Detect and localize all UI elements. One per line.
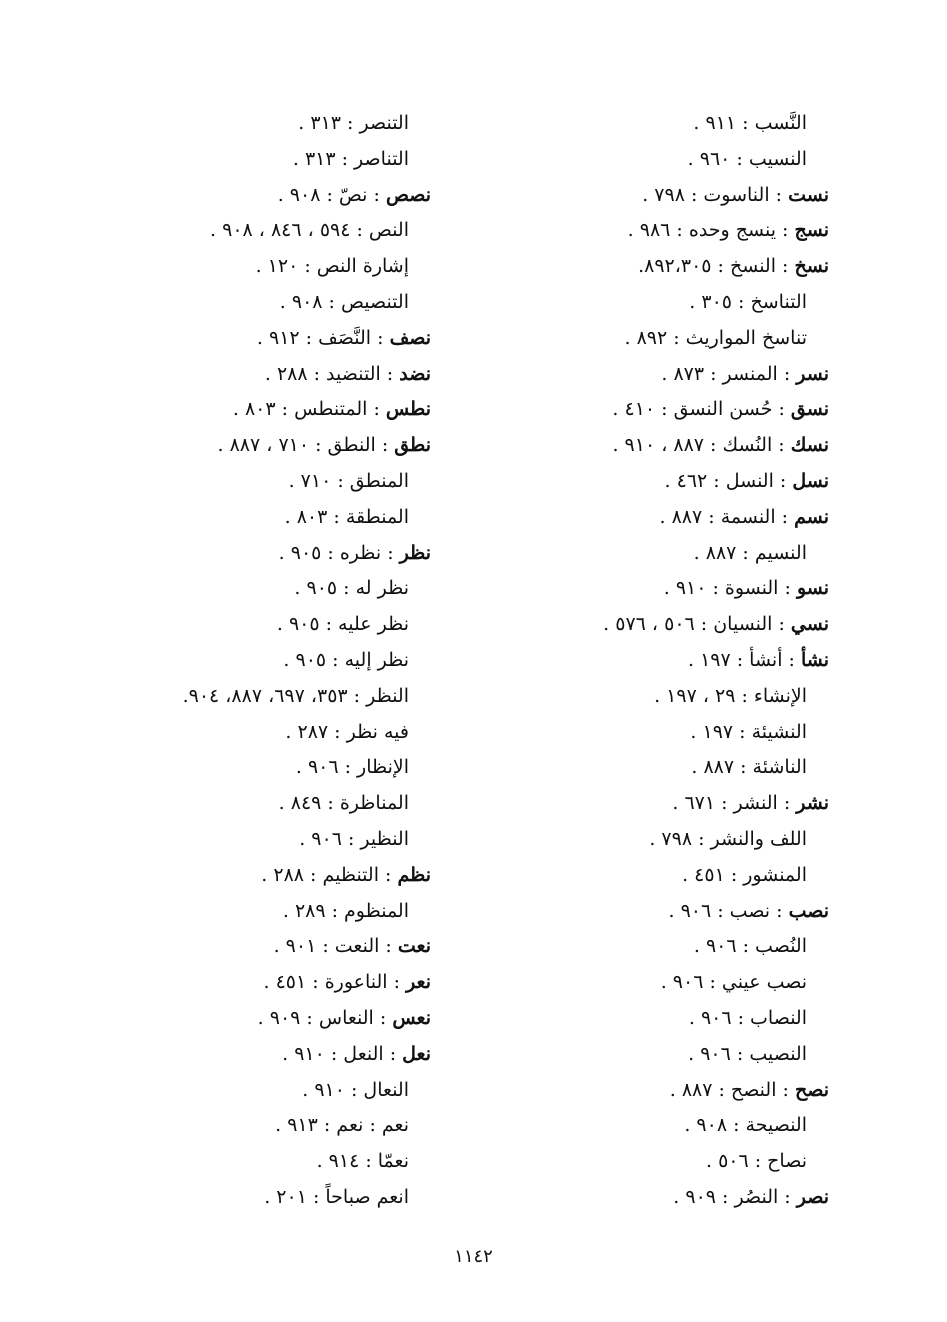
index-entry [31,929,431,965]
index-column-left [31,106,431,1216]
entry-text: : المنسر : ٨٧٣ . [661,362,797,385]
index-entry [469,321,829,357]
index-entry [469,715,829,751]
entry-root: نعس [392,1006,431,1029]
entry-text: النظر : ٣٥٣، ٦٩٧، ٨٨٧، ٩٠٤. [182,684,409,707]
index-entry [469,1108,829,1144]
index-entry [469,965,829,1001]
index-entry [469,1001,829,1037]
index-entry [469,858,829,894]
entry-text: : التنضيد : ٢٨٨ . [264,362,400,385]
entry-text: : النسل : ٤٦٢ . [664,469,793,492]
index-entry [469,142,829,178]
index-entry [469,178,829,214]
entry-text: المنظوم : ٢٨٩ . [282,899,409,922]
entry-root: نسخ [794,255,829,278]
entry-root: نضد [399,362,431,385]
entry-text: إشارة النص : ١٢٠ . [255,255,409,278]
index-entry [31,392,431,428]
entry-text: النص : ٥٩٤ ، ٨٤٦ ، ٩٠٨ . [210,219,409,242]
index-entry [31,715,431,751]
entry-text: نظر عليه : ٩٠٥ . [276,613,409,636]
entry-text: الناشئة : ٨٨٧ . [691,756,807,779]
page-number: ١١٤٢ [454,1246,493,1267]
entry-root: نظم [397,863,431,886]
entry-root: نشأ [800,648,829,671]
entry-text: الإنشاء : ٢٩ ، ١٩٧ . [654,684,807,707]
index-entry [31,428,431,464]
entry-root: نصص [385,183,431,206]
entry-text: النصاب : ٩٠٦ . [688,1006,807,1029]
entry-text: تناسخ المواريث : ٨٩٢ . [624,326,807,349]
index-entry [31,965,431,1001]
entry-text: : النصح : ٨٨٧ . [669,1078,795,1101]
entry-root: نظر [399,541,431,564]
entry-text: النشيئة : ١٩٧ . [690,720,807,743]
index-entry [31,894,431,930]
entry-text: : المتنطس : ٨٠٣ . [232,398,386,421]
entry-root: نسك [790,434,829,457]
index-entry [31,607,431,643]
entry-text: : النسيان : ٥٠٦ ، ٥٧٦ . [603,613,791,636]
index-entry [31,285,431,321]
entry-root: نصح [794,1078,829,1101]
entry-text: المنطق : ٧١٠ . [288,469,409,492]
index-entry [31,571,431,607]
entry-text: النَّسب : ٩١١ . [693,112,807,134]
entry-text: نعم : نعم : ٩١٣ . [275,1114,409,1137]
entry-text: : أنشأ : ١٩٧ . [687,648,801,671]
index-entry [469,679,829,715]
index-entry [469,1073,829,1109]
entry-text: : نصب : ٩٠٦ . [668,899,789,922]
entry-text: التناسخ : ٣٠٥ . [689,290,807,313]
index-entry [31,357,431,393]
entry-text: : نظره : ٩٠٥ . [278,541,400,564]
entry-text: : النشر : ٦٧١ . [672,792,797,815]
entry-text: نصب عيني : ٩٠٦ . [660,971,807,994]
index-entry [31,500,431,536]
entry-text: التناصر : ٣١٣ . [292,147,409,170]
index-column-right [469,106,829,1216]
index-entry [31,1108,431,1144]
index-entry [469,392,829,428]
index-entry [469,536,829,572]
entry-text: النصيحة : ٩٠٨ . [684,1114,807,1137]
entry-text: : التنظيم : ٢٨٨ . [261,863,398,886]
entry-text: : الناعورة : ٤٥١ . [263,971,407,994]
entry-text: نظر له : ٩٠٥ . [294,577,409,600]
index-entry [469,929,829,965]
entry-text: النسيم : ٨٨٧ . [693,541,807,564]
entry-text: التنصيص : ٩٠٨ . [279,290,409,313]
entry-text: اللف والنشر : ٧٩٨ . [649,827,807,850]
entry-text: : الناسوت : ٧٩٨ . [642,183,789,206]
entry-root: نصب [788,899,829,922]
entry-text: نظر إليه : ٩٠٥ . [283,648,409,671]
entry-root: نسو [796,577,829,600]
index-entry [31,643,431,679]
entry-root: نعت [397,935,431,958]
entry-text: : النعل : ٩١٠ . [282,1042,403,1065]
index-entry [469,213,829,249]
entry-text: : النسوة : ٩١٠ . [663,577,797,600]
index-entry [469,571,829,607]
index-entry [469,750,829,786]
index-entry [31,213,431,249]
entry-text: النسيب : ٩٦٠ . [687,147,807,170]
index-entry [31,679,431,715]
index-entry [469,357,829,393]
index-entry [31,106,431,142]
entry-text: : حُسن النسق : ٤١٠ . [612,398,791,421]
entry-root: نصف [389,326,431,349]
entry-text: المنطقة : ٨٠٣ . [284,505,409,528]
index-entry [31,1001,431,1037]
index-entry [469,285,829,321]
index-entry [469,464,829,500]
entry-text: انعم صباحاً : ٢٠١ . [264,1185,409,1208]
entry-text: النصيب : ٩٠٦ . [688,1042,807,1065]
entry-text: التنصر : ٣١٣ . [298,112,409,134]
index-entry [31,536,431,572]
index-entry [31,1037,431,1073]
entry-root: نشر [796,792,829,815]
entry-root: نعل [402,1042,431,1065]
entry-text: : النطق : ٧١٠ ، ٨٨٧ . [217,434,395,457]
index-entry [469,643,829,679]
index-entry [469,428,829,464]
entry-text: : النسخ : ٨٩٢،٣٠٥. [638,255,795,278]
entry-text: : النسمة : ٨٨٧ . [659,505,795,528]
entry-root: نصر [796,1185,829,1208]
entry-root: نسج [794,219,829,242]
index-entry [469,500,829,536]
entry-text: فيه نظر : ٢٨٧ . [285,720,409,743]
entry-text: نصاح : ٥٠٦ . [705,1150,807,1173]
index-entry [469,249,829,285]
index-entry [31,750,431,786]
entry-text: : النصُر : ٩٠٩ . [673,1185,797,1208]
index-entry [469,607,829,643]
entry-root: نطس [385,398,431,421]
index-entry [31,1180,431,1216]
entry-text: : النُسك : ٨٨٧ ، ٩١٠ . [612,434,791,457]
entry-text: نعمّا : ٩١٤ . [316,1150,409,1173]
entry-text: : نصّ : ٩٠٨ . [277,183,386,206]
entry-root: نعر [406,971,431,994]
index-entry [469,822,829,858]
entry-root: نسل [792,469,829,492]
entry-text: : النعت : ٩٠١ . [273,935,398,958]
index-entry [31,822,431,858]
entry-root: نطق [394,434,431,457]
entry-text: النعال : ٩١٠ . [302,1078,409,1101]
index-entry [469,894,829,930]
index-entry [469,1144,829,1180]
entry-root: نست [788,183,829,206]
entry-text: النظير : ٩٠٦ . [299,827,409,850]
index-entry [31,786,431,822]
entry-text: : النعاس : ٩٠٩ . [257,1006,393,1029]
index-entry [31,142,431,178]
index-entry [469,1037,829,1073]
index-entry [31,464,431,500]
entry-text: : النَّصَف : ٩١٢ . [256,326,390,349]
entry-root: نسي [790,613,829,636]
entry-root: نسم [794,505,829,528]
index-entry [469,106,829,142]
index-entry [31,249,431,285]
entry-root: نسر [796,362,829,385]
index-entry [31,321,431,357]
entry-text: الإنظار : ٩٠٦ . [295,756,409,779]
entry-text: المناظرة : ٨٤٩ . [278,792,409,815]
index-entry [31,178,431,214]
index-entry [31,1144,431,1180]
index-entry [31,1073,431,1109]
entry-root: نسق [790,398,829,421]
entry-text: : ينسج وحده : ٩٨٦ . [627,219,795,242]
index-entry [31,858,431,894]
entry-text: النُصب : ٩٠٦ . [693,935,807,958]
entry-text: المنشور : ٤٥١ . [682,863,807,886]
index-entry [469,786,829,822]
index-entry [469,1180,829,1216]
